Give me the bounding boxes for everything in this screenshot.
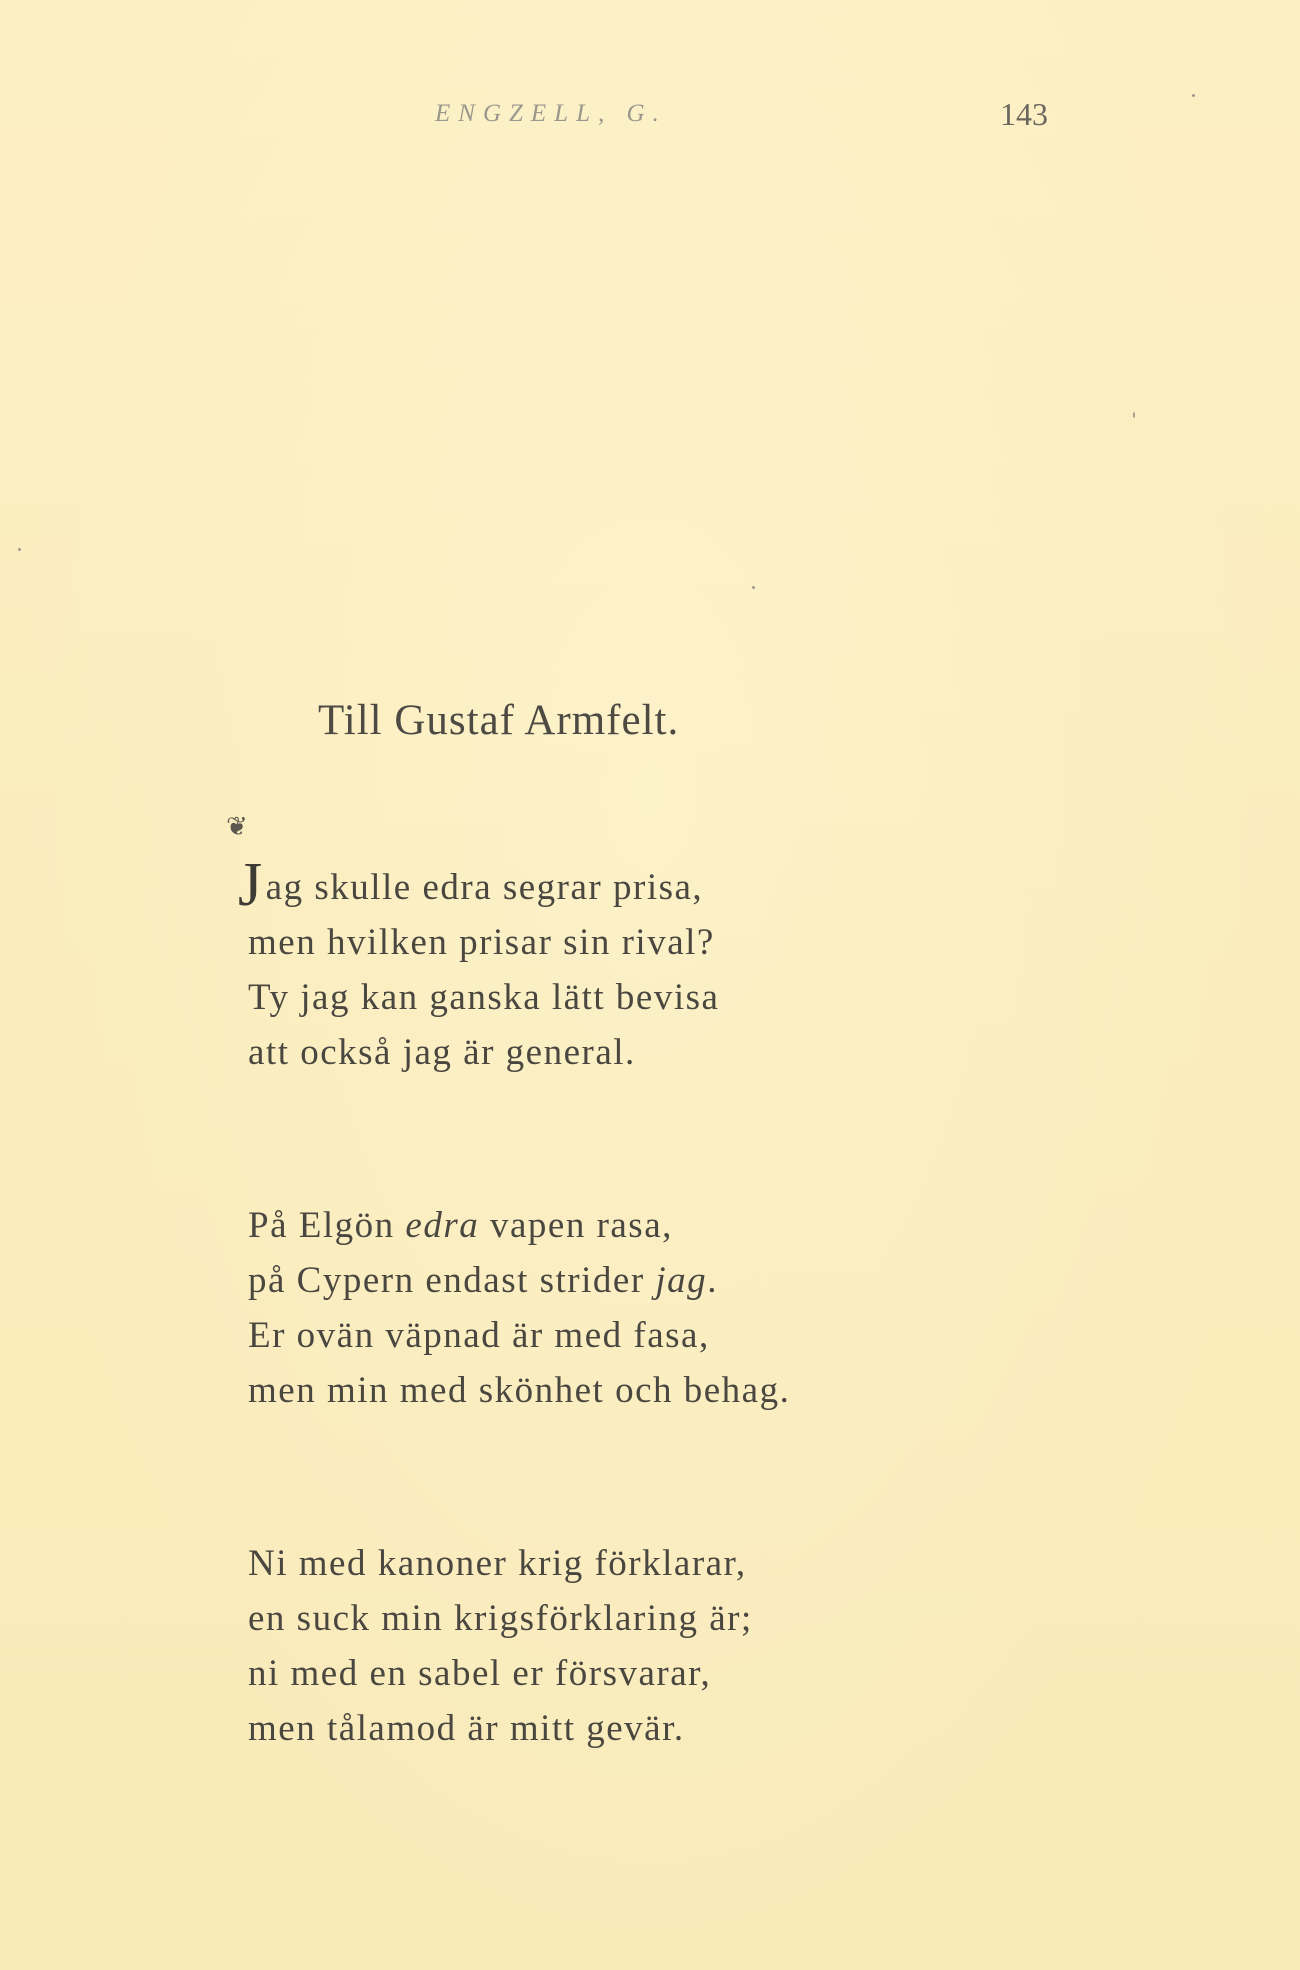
verse-line: att också jag är general. [248,1032,636,1073]
verse-line: Ni med kanoner krig förklarar, [248,1543,747,1584]
stanza-3 [248,1536,753,1756]
verse-line-text: På Elgön [248,1205,406,1246]
page-number: 143 [1000,96,1048,132]
verse-line: men min med skönhet och behag. [248,1370,791,1411]
emphasized-word: edra [405,1205,480,1246]
paper-speck [18,548,21,551]
fleuron-flourish-icon: ❦ [226,812,250,841]
verse-line [248,1253,790,1308]
poem-title: Till Gustaf Armfelt. [318,697,680,744]
drop-cap: J [238,851,264,919]
verse-line: Er ovän väpnad är med fasa, [248,1315,710,1356]
verse-line: Ty jag kan ganska lätt bevisa [248,977,720,1018]
verse-line [238,851,719,919]
paper-speck [1133,412,1135,418]
running-head: ENGZELL, G. [435,100,667,127]
verse-line: men hvilken prisar sin rival? [248,922,715,963]
verse-line: en suck min krigsförklaring är; [248,1598,753,1639]
verse-line-text: vapen rasa, [479,1205,673,1246]
emphasized-word: jag [655,1260,708,1301]
stanza-2 [248,1198,790,1418]
verse-line [248,1198,790,1253]
paper-speck [752,586,755,589]
stanza-1 [238,851,720,1080]
verse-line-text: . [707,1260,718,1301]
verse-line-text: ag skulle edra segrar prisa, [265,867,704,908]
verse-line: ni med en sabel er försvarar, [248,1653,712,1694]
verse-line-text: på Cypern endast strider [248,1260,656,1301]
verse-line: men tålamod är mitt gevär. [248,1708,685,1749]
paper-speck [1192,94,1195,97]
